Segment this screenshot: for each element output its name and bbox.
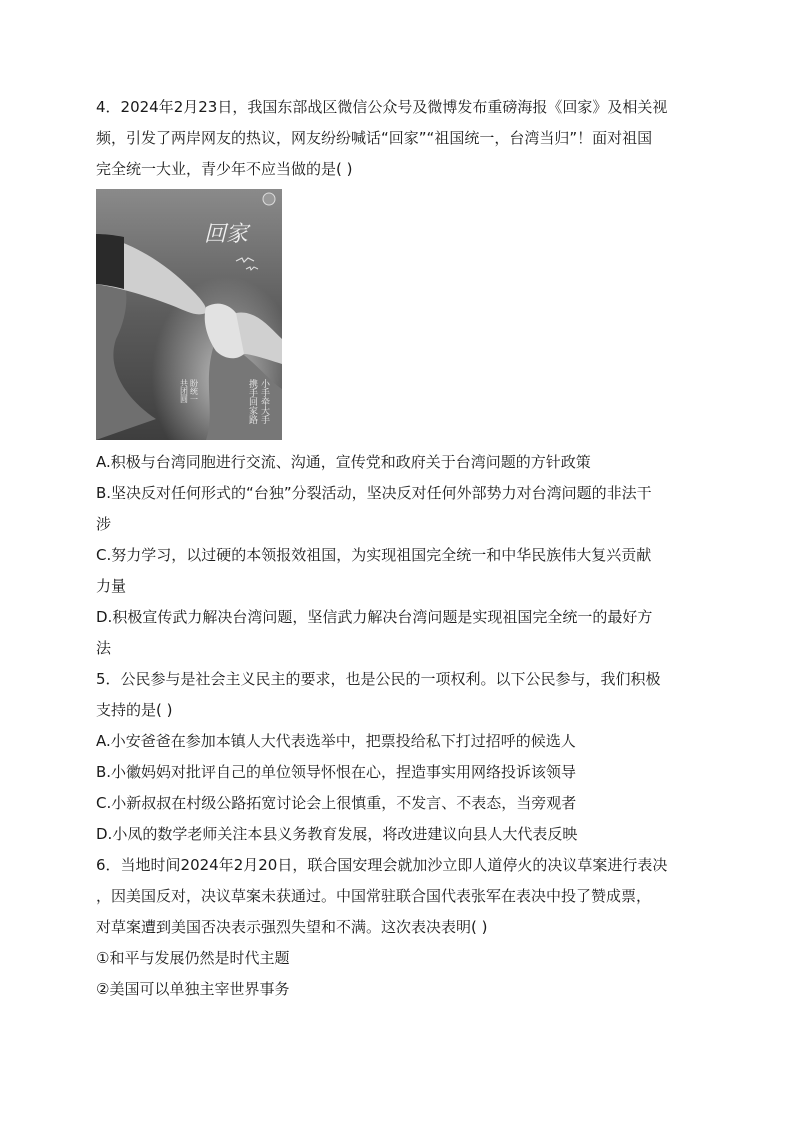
q5-option-c: C.小新叔叔在村级公路拓宽讨论会上很慎重，不发言、不表态，当旁观者 bbox=[96, 794, 577, 812]
q4-stem-line-2: 频，引发了两岸网友的热议，网友纷纷喊话“回家”“祖国统一，台湾当归”！面对祖国 bbox=[96, 129, 653, 147]
q6-item-1: ①和平与发展仍然是时代主题 bbox=[96, 949, 290, 967]
q4-option-c-line-2: 力量 bbox=[96, 577, 127, 595]
poster-verse-right-2: 携手回家路 bbox=[247, 379, 257, 424]
q4-option-d-line-2: 法 bbox=[96, 639, 112, 657]
q6-stem-line-3: 对草案遭到美国否决表示强烈失望和不满。这次表决表明( ) bbox=[96, 918, 488, 936]
q4-stem-line-1: 4．2024年2月23日，我国东部战区微信公众号及微博发布重磅海报《回家》及相关视 bbox=[96, 98, 668, 116]
q5-stem-line-1: 5．公民参与是社会主义民主的要求，也是公民的一项权利。以下公民参与，我们积极 bbox=[96, 670, 661, 688]
poster-verse-left-2: 共团圆 bbox=[179, 379, 189, 403]
q5-option-d: D.小凤的数学老师关注本县义务教育发展，将改进建议向县人大代表反映 bbox=[96, 825, 578, 843]
q6-item-2: ②美国可以单独主宰世界事务 bbox=[96, 980, 290, 998]
poster-verse-right-1: 小手牵大手 bbox=[259, 379, 269, 424]
huijia-poster-image bbox=[96, 189, 282, 440]
q4-option-a: A.积极与台湾同胞进行交流、沟通，宣传党和政府关于台湾问题的方针政策 bbox=[96, 453, 591, 471]
q6-stem-line-1: 6．当地时间2024年2月20日，联合国安理会就加沙立即人道停火的决议草案进行表决 bbox=[96, 856, 668, 874]
q5-stem-line-2: 支持的是( ) bbox=[96, 701, 173, 719]
q5-option-a: A.小安爸爸在参加本镇人大代表选举中，把票投给私下打过招呼的候选人 bbox=[96, 732, 576, 750]
q4-option-b-line-1: B.坚决反对任何形式的“台独”分裂活动，坚决反对任何外部势力对台湾问题的非法干 bbox=[96, 484, 652, 502]
poster-verse-left-1: 盼统一 bbox=[189, 379, 199, 403]
q4-option-d-line-1: D.积极宣传武力解决台湾问题，坚信武力解决台湾问题是实现祖国完全统一的最好方 bbox=[96, 608, 653, 626]
q6-stem-line-2: ，因美国反对，决议草案未获通过。中国常驻联合国代表张军在表决中投了赞成票， bbox=[96, 887, 652, 905]
poster-title: 回家 bbox=[204, 222, 249, 247]
q4-option-b-line-2: 涉 bbox=[96, 515, 112, 533]
q5-option-b: B.小徽妈妈对批评自己的单位领导怀恨在心，捏造事实用网络投诉该领导 bbox=[96, 763, 577, 781]
q4-option-c-line-1: C.努力学习，以过硬的本领报效祖国，为实现祖国完全统一和中华民族伟大复兴贡献 bbox=[96, 546, 652, 564]
q4-stem-line-3: 完全统一大业，青少年不应当做的是( ) bbox=[96, 160, 353, 178]
